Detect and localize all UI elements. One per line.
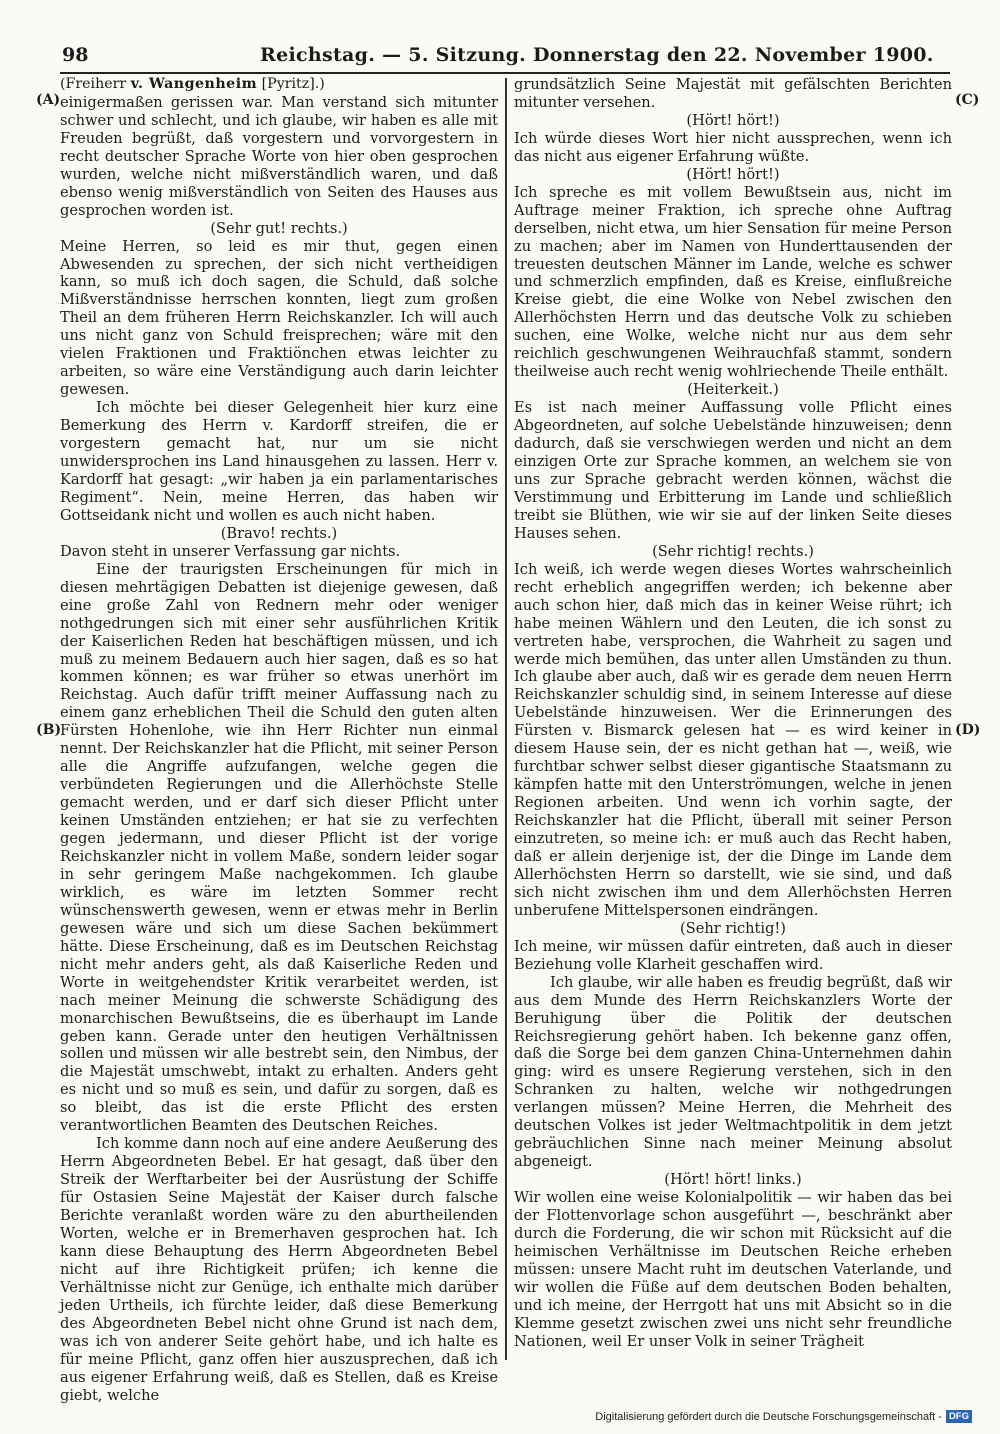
margin-mark-c: (C) xyxy=(955,92,980,108)
paragraph: Davon steht in unserer Verfassung gar nichts. xyxy=(60,542,401,560)
speaker-line xyxy=(60,76,498,94)
running-title: Reichstag. — 5. Sitzung. Donnerstag den 22. November 1900. xyxy=(260,44,934,66)
digitization-credit xyxy=(595,1410,972,1423)
dfg-logo-badge: DFG xyxy=(946,1410,972,1423)
paragraph: Ich meine, wir müssen dafür eintreten, daß auch in dieser Beziehung volle Klarheit geschaffen wird. xyxy=(514,937,952,973)
paragraph: Ich komme dann noch auf eine andere Aeußerung des Herrn Abgeordneten Bebel. Er hat gesagt, daß über den Streik der Werftarbeiter bei der Ausrüstung der Schiffe für Ostasien Seine Majestät der Kaiser durch falsche Berichte veranlaßt worden wäre zu den aburtheilenden Worten, welche er in Bremerhaven gesprochen hat. Ich kann diese Behauptung des Herrn Abgeordneten Bebel nicht auf ihre Richtigkeit prüfen; ich kenne die Verhältnisse nicht zur Genüge, ich enthalte mich darüber jeden Urtheils, ich fürchte leider, daß diese Bemerkung des Abgeordneten Bebel nicht ohne Grund ist nach dem, was ich von anderer Seite gehört habe, und ich halte es für meine Pflicht, ganz offen hier auszusprechen, daß ich aus eigener Erfahrung weiß, daß es Stellen, daß es Kreise giebt, welche xyxy=(60,1135,498,1404)
paragraph: Ich spreche es mit vollem Bewußtsein aus, nicht im Auftrage meiner Fraktion, ich spreche ohne Auftrag derselben, nicht etwa, um hier Sensation für meine Person zu machen; aber im Namen von Hunderttausenden der treuesten deutschen Männer im Lande, welche es schwer und schmerzlich empfinden, daß es Kreise, einflußreiche Kreise giebt, die eine Wolke von Nebel zwischen den Allerhöchsten Herrn und das deutsche Volk zu schieben suchen, eine Wolke, welche nicht nur aus dem sehr reichlich geschwungenen Weihrauchfaß stammt, sondern theilweise auch recht wenig wohlriechende Theile enthält. xyxy=(514,183,952,381)
footer-text: Digitalisierung gefördert durch die Deutsche Forschungsgemeinschaft - xyxy=(595,1411,942,1423)
margin-mark-d: (D) xyxy=(955,722,981,738)
paragraph: Ich möchte bei dieser Gelegenheit hier kurz eine Bemerkung des Herrn v. Kardorff streifen, die er vorgestern gemacht hat, nur um sie nicht unwidersprochen ins Land hinausgehen zu lassen. Herr v. Kardorff hat gesagt: „wir haben ja ein parlamentarisches Regiment“. Nein, meine Herren, das haben wir Gottseidank nicht und wollen es auch nicht haben. xyxy=(60,399,498,524)
interjection: (Bravo! rechts.) xyxy=(220,524,338,542)
interjection: (Sehr richtig! rechts.) xyxy=(652,542,814,560)
paragraph: Meine Herren, so leid es mir thut, gegen einen Abwesenden zu sprechen, der sich nicht vertheidigen kann, so muß ich doch sagen, die Schuld, daß solche Mißverständnisse herrschen konnten, liegt zum großen Theil an dem früheren Herrn Reichskanzler. Ich will auch uns nicht ganz von Schuld freisprechen; wäre mit den vielen Fraktionen und Fraktiönchen etwas leichter zu arbeiten, so wäre eine Verständigung auch darin leichter gewesen. xyxy=(60,237,498,399)
paragraph: einigermaßen gerissen war. Man verstand sich mitunter schwer und schlecht, und ich glaube, wir haben es alle mit Freuden begrüßt, daß vorgestern und vorvorgestern in recht deutscher Sprache Worte von hier oben gesprochen wurden, welche nicht mißverständlich waren, und daß ebenso wenig mißverständlich von Seiten des Hauses aus gesprochen worden ist. xyxy=(60,93,498,219)
paragraph: Ich würde dieses Wort hier nicht aussprechen, wenn ich das nicht aus eigener Erfahrung wüßte. xyxy=(514,129,952,165)
speaker-place: [Pyritz].) xyxy=(257,76,325,92)
page-number: 98 xyxy=(62,44,89,66)
right-column xyxy=(514,76,952,1362)
interjection: (Hört! hört! links.) xyxy=(664,1171,802,1189)
page-header xyxy=(60,42,950,74)
interjection: (Heiterkeit.) xyxy=(687,381,779,399)
speaker-name: v. Wangenheim xyxy=(130,76,258,92)
paragraph: Ich weiß, ich werde wegen dieses Wortes wahrscheinlich recht erheblich angegriffen werden; ich bekenne aber auch schon hier, daß mich das in keiner Weise rührt; ich habe meinen Wählern und den Leuten, die ich sonst zu vertreten habe, versprochen, die Wahrheit zu sagen und werde mich bemühen, das unter allen Umständen zu thun. Ich glaube aber auch, daß wir es gerade dem neuen Herrn Reichskanzler schuldig sind, in seinem Interesse auf diese Uebelstände hinzuweisen. Wer die Erinnerungen des Fürsten v. Bismarck gelesen hat — es wird keiner in diesem Hause sein, der es nicht gethan hat —, weiß, wie furchtbar schwer selbst dieser gigantische Staatsmann zu kämpfen hatte mit den Unterströmungen, welche in jenen Regionen arbeiten. Und wenn ich vorhin sagte, der Reichskanzler hat die Pflicht, überall mit seiner Person einzutreten, so meine ich: er muß auch das Recht haben, daß er allein derjenige ist, der die Dinge im Lande dem Allerhöchsten Herrn so darstellt, wie sie sind, und daß sich nicht zwischen ihm und dem Allerhöchsten Herren unberufene Mittelspersonen eindrängen. xyxy=(514,560,952,919)
interjection: (Sehr richtig!) xyxy=(680,919,786,937)
column-divider xyxy=(505,78,507,1360)
paragraph: Eine der traurigsten Erscheinungen für mich in diesen mehrtägigen Debatten ist diejenige gewesen, daß eine große Zahl von Rednern mehr oder weniger nothgedrungen sich mit einer sehr ausführlichen Kritik der Kaiserlichen Reden hat beschäftigen müssen, und ich muß zu meinem Bedauern auch hier sagen, daß es so hat kommen können; es war früher so etwas unerhört im Reichstag. Auch dafür trifft meiner Auffassung nach zu einem ganz erheblichen Theil die Schuld den guten alten Fürsten Hohenlohe, wie ihn Herr Richter nun einmal nennt. Der Reichskanzler hat die Pflicht, mit seiner Person alle die Angriffe aufzufangen, welche gegen die verbündeten Regierungen und die Allerhöchste Stelle gemacht werden, und er darf sich dieser Pflicht unter keinen Umständen entziehen; er hat sie zu verfechten gegen jedermann, und dieser Pflicht ist der vorige Reichskanzler nicht in vollem Maße, sondern leider sogar in sehr geringem Maße nachgekommen. Ich glaube wirklich, es wäre im letzten Sommer recht wünschenswerth gewesen, wenn er etwas mehr in Berlin gewesen wäre und sich um diese Sachen bekümmert hätte. Diese Erscheinung, daß es im Deutschen Reichstag nicht mehr anders geht, als daß Kaiserliche Reden und Worte in weitgehendster Kritik verarbeitet werden, ist nach meiner Meinung die schwerste Schädigung des monarchischen Bewußtseins, die es überhaupt im Lande geben kann. Gerade unter den heutigen Verhältnissen sollen und müssen wir alle bestrebt sein, den Nimbus, der die Majestät umschwebt, intakt zu erhalten. Anders geht es nicht und so muß es sein, und dafür zu sorgen, daß es so bleibt, das ist die erste Pflicht des ersten verantwortlichen Beamten des Deutschen Reiches. xyxy=(60,560,498,1135)
paragraph: Es ist nach meiner Auffassung volle Pflicht eines Abgeordneten, auf solche Uebelstände hinzuweisen; denn dadurch, daß sie verschwiegen werden und nicht an dem einzigen Orte zur Sprache kommen, an welchem sie von uns zur Sprache gebracht werden können, wächst die Verstimmung und Erbitterung im Lande und schließlich treibt sie Blüthen, wie wir sie auf der linken Seite dieses Hauses sehen. xyxy=(514,399,952,542)
left-column xyxy=(60,76,498,1404)
interjection: (Sehr gut! rechts.) xyxy=(210,219,348,237)
speaker-prefix: (Freiherr xyxy=(60,76,131,92)
margin-mark-a: (A) xyxy=(36,92,61,108)
margin-mark-b: (B) xyxy=(36,722,62,738)
paragraph: Ich glaube, wir alle haben es freudig begrüßt, daß wir aus dem Munde des Herrn Reichskanzlers Worte der Beruhigung über die Politik der deutschen Reichsregierung gehört haben. Ich bekenne ganz offen, daß die Sorge bei dem ganzen China-Unternehmen dahin ging: wird es unsere Regierung verstehen, sich in den Schranken zu halten, welche wir nothgedrungen verlangen müssen? Meine Herren, die Mehrheit des deutschen Volkes ist jeder Weltmachtpolitik in dem jetzt gebräuchlichen Sinne nach meiner Meinung absolut abgeneigt. xyxy=(514,973,952,1171)
paragraph: grundsätzlich Seine Majestät mit gefälschten Berichten mitunter versehen. xyxy=(514,76,952,111)
interjection: (Hört! hört!) xyxy=(686,165,780,183)
interjection: (Hört! hört!) xyxy=(686,111,780,129)
paragraph: Wir wollen eine weise Kolonialpolitik — wir haben das bei der Flottenvorlage schon ausgeführt —, beschränkt aber durch die Forderung, die wir schon mit Rücksicht auf die heimischen Verhältnisse im Deutschen Reiche erheben müssen: unsere Macht ruht im deutschen Vaterlande, und wir wollen die Füße auf dem deutschen Boden behalten, und ich meine, der Herrgott hat uns mit Absicht so in die Klemme gesetzt zwischen zwei uns nicht sehr freundliche Nationen, weil Er unser Volk in seiner Trägheit xyxy=(514,1189,952,1350)
